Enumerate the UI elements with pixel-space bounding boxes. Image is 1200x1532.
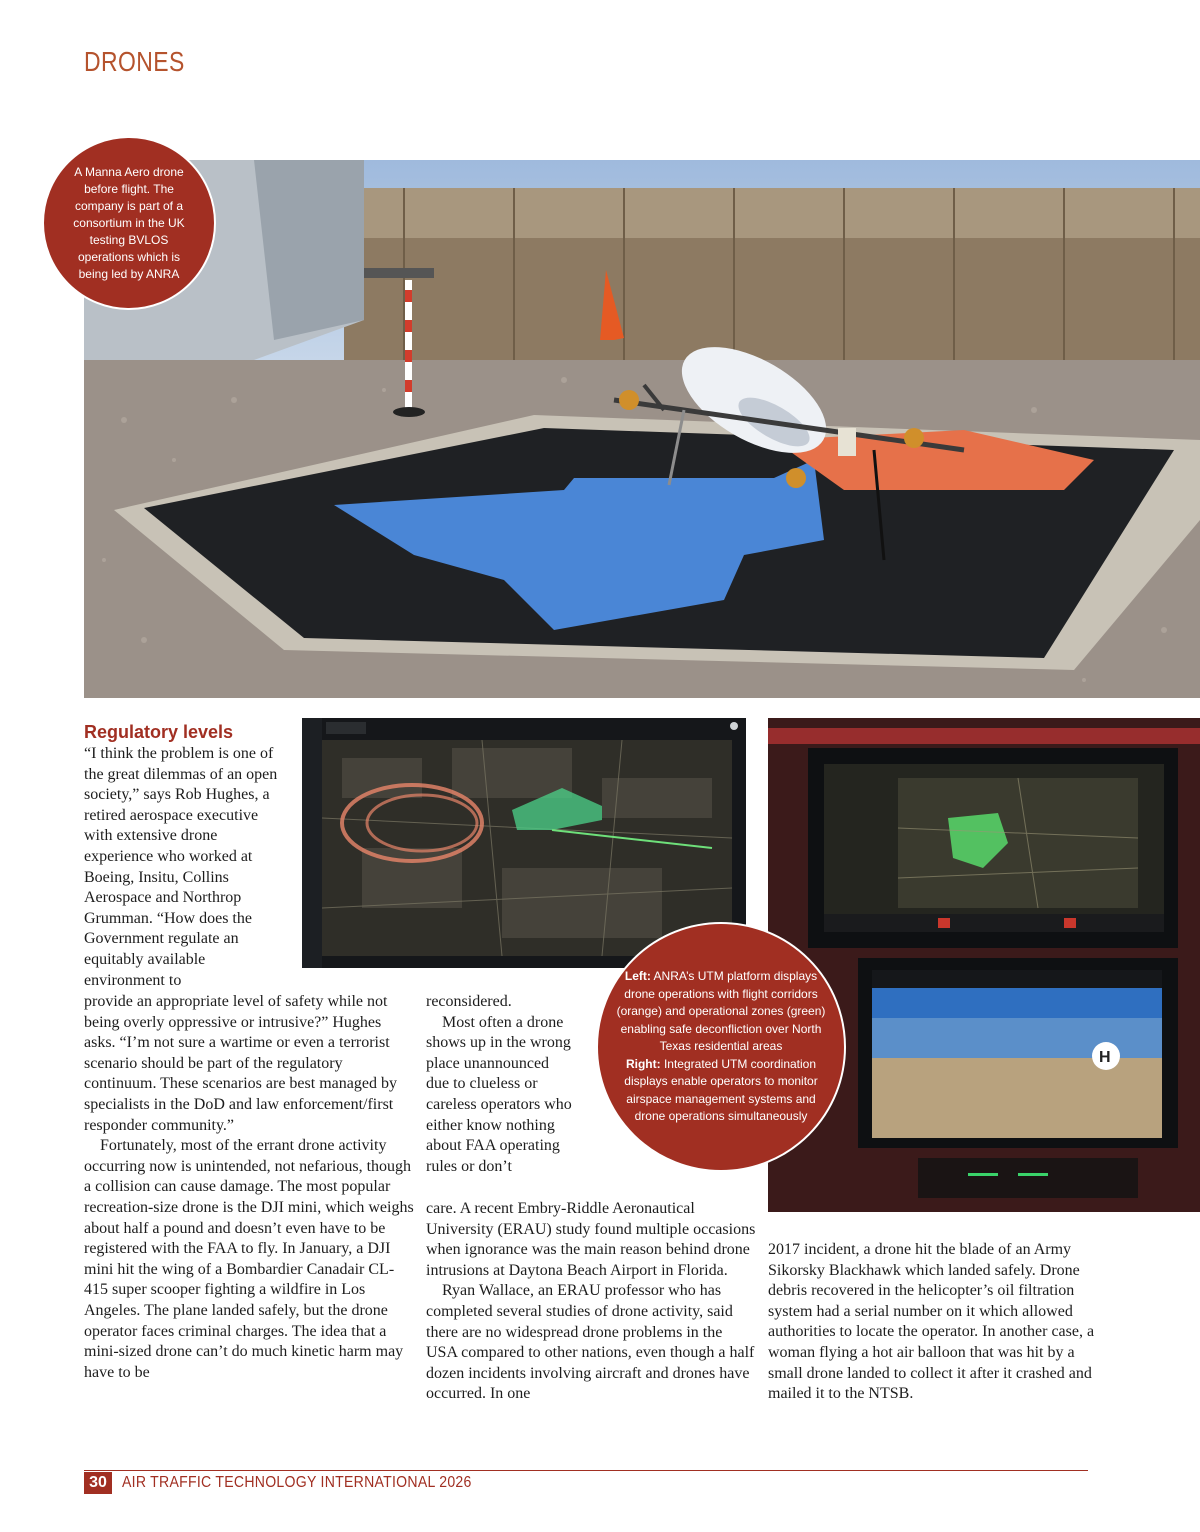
screens-caption-left <box>614 968 828 1056</box>
section-tag: DRONES <box>84 46 185 77</box>
hero-photo-illustration <box>84 160 1200 698</box>
footer-rule <box>84 1470 1088 1471</box>
page-number: 30 <box>84 1472 112 1494</box>
hero-caption-text: A Manna Aero drone before flight. The company is part of a consortium in the UK testing BVLOS operations which is being led by ANRA <box>73 164 185 281</box>
paragraph: reconsidered. <box>426 993 512 1010</box>
caption-left-label: Left: <box>624 969 651 984</box>
paragraph: Most often a drone shows up in the wrong place unannounced due to clueless or careless operators who either know nothing about FAA operating rules or don’t <box>426 1013 572 1175</box>
hero-caption <box>42 136 216 310</box>
caption-right-label: Right: <box>625 1056 661 1071</box>
paragraph: provide an appropriate level of safety while not being overly oppressive or intrusive?” Hughes asks. “I’m not sure a wartime or even a terrorist scenario should be part of the regulatory continuum. These scenarios are best managed by specialists in the DoD and law enforcement/first responder community.” <box>84 993 397 1134</box>
article-subhead: Regulatory levels <box>84 722 234 742</box>
screens-caption-right <box>614 1056 828 1126</box>
displays-illustration <box>768 718 1200 1212</box>
column-3 <box>768 1240 1098 1405</box>
hero-photo-drone-landing-pad <box>84 160 1200 698</box>
paragraph: “I think the problem is one of the great dilemmas of an open society,” says Rob Hughes, a retired aerospace executive with extensive drone experience who worked at Boeing, Insitu, Collins Aerospace and Northrop Grumman. “How does the Government regulate an equitably available environment to <box>84 745 278 989</box>
column-2-top <box>426 992 574 1177</box>
coordination-displays-photo <box>768 718 1200 1212</box>
paragraph: care. A recent Embry-Riddle Aeronautical University (ERAU) study found multiple occasions when ignorance was the main reason behind drone intrusions at Daytona Beach Airport in Florida. <box>426 1200 756 1279</box>
column-1-top <box>84 744 279 991</box>
svg-text:H: H <box>1099 1049 1111 1066</box>
column-2-bottom <box>426 1199 756 1405</box>
paragraph: 2017 incident, a drone hit the blade of an Army Sikorsky Blackhawk which landed safely. Drone debris recovered in the helicopter’s oil filtration system had a serial number on it which allowed authorities to locate the operator. In another case, a woman flying a hot air balloon that was hit by a small drone landed to collect it after it crashed and mailed it to the NTSB. <box>768 1241 1095 1403</box>
caption-left-text: ANRA’s UTM platform displays drone operations with flight corridors (orange) and operational zones (green) enabling safe deconfliction over North Texas residential areas <box>616 969 826 1054</box>
screens-caption <box>596 922 846 1172</box>
paragraph: Fortunately, most of the errant drone activity occurring now is unintended, not nefarious, though a collision can cause damage. The most popular recreation-size drone is the DJI mini, which weighs about half a pound and doesn’t even have to be registered with the FAA to fly. In January, a DJI mini hit the wing of a Bombardier Canadair CL-415 super scooper fighting a wildfire in Los Angeles. The plane landed safely, but the drone operator faces criminal charges. The idea that a mini-sized drone can’t do much kinetic harm may have to be <box>84 1137 414 1381</box>
publication-name: AIR TRAFFIC TECHNOLOGY INTERNATIONAL 2026 <box>122 1474 472 1491</box>
column-1-bottom <box>84 992 414 1383</box>
paragraph: Ryan Wallace, an ERAU professor who has completed several studies of drone activity, said there are no widespread drone problems in the USA compared to other nations, even though a half dozen incidents involving aircraft and drones have occurred. In one <box>426 1282 755 1403</box>
caption-right-text: Integrated UTM coordination displays enable operators to monitor airspace management systems and drone operations simultaneously <box>624 1056 818 1124</box>
